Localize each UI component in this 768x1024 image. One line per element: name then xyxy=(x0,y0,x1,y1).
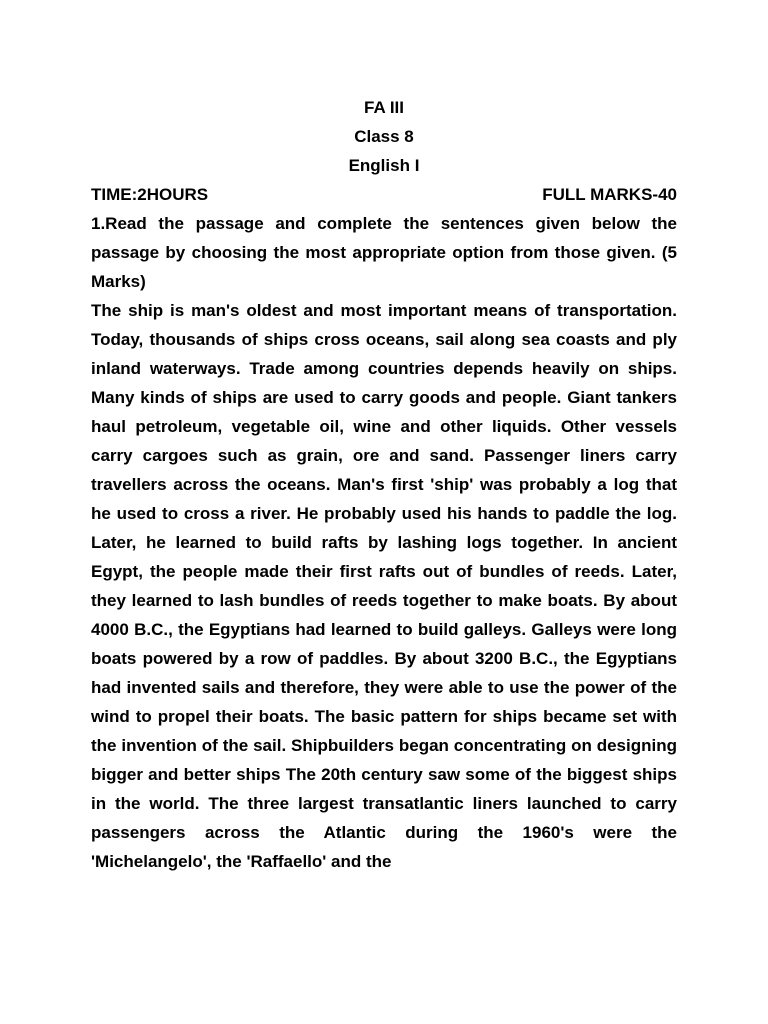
time-label: TIME:2HOURS xyxy=(91,185,209,204)
class-label: Class 8 xyxy=(354,127,414,146)
exam-title: FA III xyxy=(364,98,404,117)
full-marks-label: FULL MARKS-40 xyxy=(542,185,677,204)
exam-page xyxy=(91,93,677,876)
exam-meta-row xyxy=(91,180,677,209)
question-instruction: 1.Read the passage and complete the sentences given below the passage by choosing the most appropriate option from those given. (5 Marks) xyxy=(91,214,677,291)
subject-label: English I xyxy=(348,156,420,175)
reading-passage: The ship is man's oldest and most important means of transportation. Today, thousands of ships cross oceans, sail along sea coasts and ply inland waterways. Trade among countries depends heavily on ships. Many kinds of ships are used to carry goods and people. Giant tankers haul petroleum, vegetable oil, wine and other liquids. Other vessels carry cargoes such as grain, ore and sand. Passenger liners carry travellers across the oceans. Man's first 'ship' was probably a log that he used to cross a river. He probably used his hands to paddle the log. Later, he learned to build rafts by lashing logs together. In ancient Egypt, the people made their first rafts out of bundles of reeds. Later, they learned to lash bundles of reeds together to make boats. By about 4000 B.C., the Egyptians had learned to build galleys. Galleys were long boats powered by a row of paddles. By about 3200 B.C., the Egyptians had invented sails and therefore, they were able to use the power of the wind to propel their boats. The basic pattern for ships became set with the invention of the sail. Shipbuilders began concentrating on designing bigger and better ships The 20th century saw some of the biggest ships in the world. The three largest transatlantic liners launched to carry passengers across the Atlantic during the 1960's were the 'Michelangelo', the 'Raffaello' and the xyxy=(91,301,677,871)
